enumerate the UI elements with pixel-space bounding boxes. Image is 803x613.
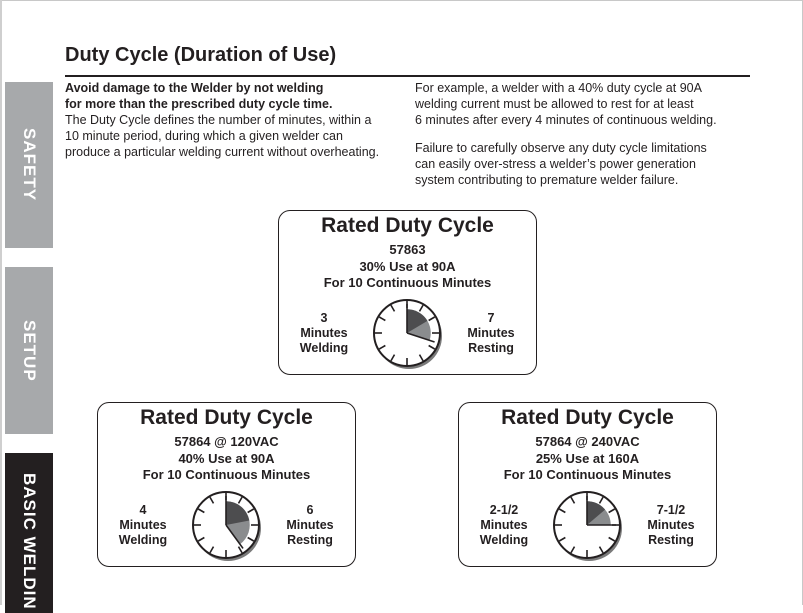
duty-cycle-clock-icon	[371, 297, 443, 369]
intro-line-3: produce a particular welding current without overheating.	[65, 145, 380, 159]
intro-line-2: 10 minute period, during which a given welder can	[65, 129, 343, 143]
resting-label: 7 Minutes Resting	[467, 311, 515, 355]
example-line-2: welding current must be allowed to rest for at least	[415, 97, 694, 111]
example-line-3: 6 minutes after every 4 minutes of continuous welding.	[415, 113, 717, 127]
resting-label: 6 Minutes Resting	[286, 503, 334, 547]
duty-cycle-clock-icon	[190, 489, 262, 561]
box-use: 25% Use at 160A	[535, 451, 640, 466]
box-title: Rated Duty Cycle	[140, 406, 313, 429]
intro-bold-line-1: Avoid damage to the Welder by not welding	[65, 81, 324, 95]
box-period: For 10 Continuous Minutes	[323, 275, 492, 290]
example-line-1: For example, a welder with a 40% duty cycle at 90A	[415, 81, 702, 95]
box-title: Rated Duty Cycle	[501, 406, 674, 429]
duty-cycle-box-57864-120vac	[97, 402, 356, 567]
intro-bold-line-2: for more than the prescribed duty cycle time.	[65, 97, 333, 111]
duty-cycle-box-57864-240vac	[458, 402, 717, 567]
tab-setup[interactable]: SETUP	[5, 267, 53, 434]
intro-column	[65, 80, 410, 160]
box-period: For 10 Continuous Minutes	[503, 467, 672, 482]
page-top-border	[0, 0, 803, 1]
intro-line-1: The Duty Cycle defines the number of minutes, within a	[65, 113, 372, 127]
box-period: For 10 Continuous Minutes	[142, 467, 311, 482]
duty-cycle-clock-icon	[551, 489, 623, 561]
box-use: 30% Use at 90A	[359, 259, 456, 274]
box-model: 57864 @ 120VAC	[174, 434, 279, 449]
warning-paragraph	[415, 140, 755, 188]
page-left-edge	[0, 0, 2, 605]
warning-line-2: can easily over-stress a welder’s power generation	[415, 157, 696, 171]
welding-label: 2-1/2 Minutes Welding	[479, 503, 529, 547]
box-model: 57864 @ 240VAC	[535, 434, 640, 449]
box-model: 57863	[389, 242, 426, 257]
warning-line-3: system contributing to premature welder failure.	[415, 173, 679, 187]
welding-label: 4 Minutes Welding	[118, 503, 168, 547]
warning-line-1: Failure to carefully observe any duty cycle limitations	[415, 141, 707, 155]
tab-safety[interactable]: SAFETY	[5, 82, 53, 248]
duty-cycle-box-57863	[278, 210, 537, 375]
page-title: Duty Cycle (Duration of Use)	[65, 44, 337, 66]
welding-label: 3 Minutes Welding	[299, 311, 349, 355]
title-rule	[65, 75, 750, 77]
box-title: Rated Duty Cycle	[321, 214, 494, 237]
example-paragraph	[415, 80, 755, 128]
example-column	[415, 80, 755, 200]
resting-label: 7-1/2 Minutes Resting	[647, 503, 695, 547]
box-use: 40% Use at 90A	[178, 451, 275, 466]
tab-basic-welding[interactable]: BASIC WELDIN	[5, 453, 53, 613]
